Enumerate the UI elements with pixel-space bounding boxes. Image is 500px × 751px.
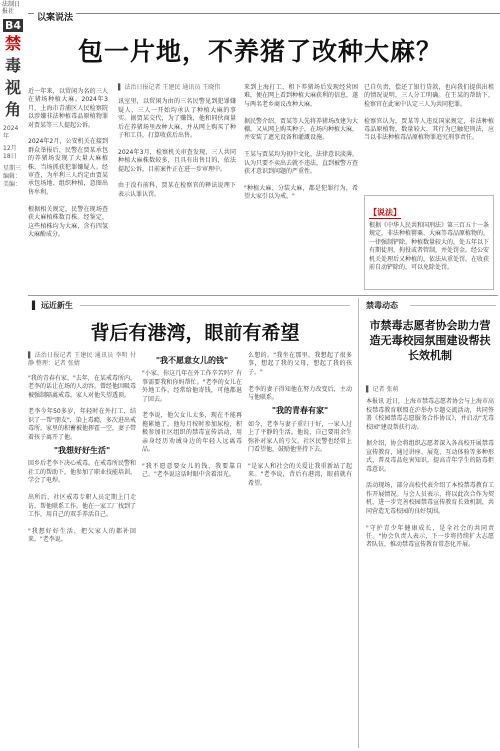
bottom-left-column-2 — [142, 352, 242, 747]
issue-weekday: 星期三 — [3, 165, 22, 172]
masthead: 法制日报社 — [2, 1, 21, 15]
bottom-left-col3b-text: 如今，老李与妻子重归于好，一家人过上了平静的生活。他说，自己要用余生弥补对家人的亏欠。社区民警也经常上门看望他，鼓励他坚持下去。 "是家人和社会的关爱让我重新站了起来。"老李说，背后有港湾，眼前就有希望。 — [248, 420, 352, 487]
bottom-right-text: 本报讯 近日，上海市禁毒志愿者协会与上海市高校禁毒教育联盟在沪举办专题交流活动，共同签署《校园禁毒志愿服务合作协议》，并启动"无毒校园"建设帮扶行动。 据介绍，协会将组织志愿者深入各高校开展禁毒宣传教育，通过讲座、展览、互动体验等多种形式，普及毒品危害知识，提高青年学生的防毒拒毒意识。 活动现场，部分高校代表介绍了本校禁毒教育工作开展情况。与会人员表示，将以此次合作为契机，进一步完善校园禁毒宣传教育长效机制，共同营造无毒校园的良好氛围。 "守护青少年健康成长，是全社会的共同责任。"协会负责人表示，下一步将持续扩大志愿者队伍，推动禁毒宣传教育常态化开展。 — [366, 398, 494, 549]
section-banner — [28, 10, 498, 22]
banner-rule — [28, 13, 500, 14]
bottom-right-column — [366, 386, 494, 748]
column-title-char-3: 视 — [4, 78, 21, 97]
bottom-left-column-1 — [28, 352, 136, 747]
top-left-column — [28, 88, 108, 293]
legal-note-title: 【说法】 — [369, 208, 401, 217]
bottom-left-col3-text: 么想的。"我坐在那里，我想起了很多事，想起了我的父母，想起了我的孩子。" 老李的妻子得知他在努力改变后，主动与他联系。 — [248, 352, 352, 402]
section-divider — [28, 295, 498, 296]
legal-note-text: 根据《中华人民共和国刑法》第三百五十一条规定，非法种植罂粟、大麻等毒品原植物的，一律强制铲除。种植数量较大的，处五年以下有期徒刑、拘役或者管制，并处罚金。经公安机关处理后又种植的，依法从重处罚。在收获前自动铲除的，可以免除处罚。 — [369, 222, 490, 272]
bottom-left-col1b-text: 回乡后老李下决心戒毒。在戒毒所民警和社工的帮助下，他参加了职业技能培训，学会了电焊。 出所后，社区戒毒专职人员定期上门走访，帮他联系工作，他在一家工厂找到了工作，用自己的双手养活自己。 "我想好好生活，把欠家人的都补回来。"老李说。 — [28, 460, 137, 544]
issue-date: 12月18日 — [3, 145, 17, 160]
top-column-2 — [118, 84, 236, 292]
top-column-4: 已自负责，偿还了银行贷款，也向我们提供出租的情况说明，三人分工明确。在王某的帮助下，检察官在此案中认定三人为共同犯罪。 检察官认为，贾某等人违反国家规定，非法种植毒品原植物，数量较大，其行为已触犯刑法，应当以非法种植毒品原植物罪追究刑事责任。 — [364, 84, 494, 142]
bottom-right-byline: ▌ 记者 张萌 — [366, 386, 399, 393]
section-label-bottom-right: 禁毒动态 — [366, 301, 398, 310]
bottom-left-rule — [80, 305, 350, 306]
bottom-left-byline: ▌ 法治日报记者 王建民 通讯员 李明 付静 整理：记者 张婧 — [28, 352, 136, 368]
main-headline: 包一片地，不养猪了改种大麻？ — [77, 37, 442, 66]
bottom-right-headline: 市禁毒志愿者协会助力营造无毒校园氛围建设帮扶长效机制 — [369, 319, 491, 362]
column-divider-vertical — [358, 298, 359, 748]
column-title-char-2: 毒 — [4, 56, 21, 75]
section-label-top: 以案说法 — [34, 10, 76, 23]
top-left-text: 近一年来，以贸闲为名的三人在猪场种植大麻。2024年3月，上海市青浦区人民检察院以涉嫌非法种植毒品原植物罪对贾某等三人提起公诉。 2024年2月，公安机关在接到群众举报后，民警在贾某承包的养猪场发现了大量大麻植株，当场抓获犯罪嫌疑人。经审查，为牟利三人约定由贾某承包场地、组织种植，意图出售牟利。 根据相关规定，民警在现场查获大麻植株数百株。经鉴定，这些植株均为大麻，含有四氢大麻酚成分。 — [28, 88, 108, 238]
bottom-left-headline: 背后有港湾，眼前有希望 — [90, 322, 300, 344]
designer-credit: 美编： — [3, 181, 22, 188]
subhead-2: "我不愿意女儿的钱" — [155, 356, 229, 365]
subhead-1: "我想好好生活" — [53, 446, 111, 456]
top-column-2-text: 讯室里，以贸闲为由的三名民警见到犯罪嫌疑人，三人一开始均承认了种植大麻的事实。据贾某交代，为了赚钱，他和同伙商量后在养猪场里改种大麻，并从网上购买了种子和工具，打算收获后出售。 2024年3月，检察机关审查发现，三人共同种植大麻株数较多，且具有出售目的，依法提起公诉，目前案件正在进一步审理中。 由于没有前科，贾某在检察官的释法说理下表示认罪认罚。 — [118, 98, 236, 198]
page-number: B4 — [5, 19, 22, 32]
bottom-left-col2-text: "小家，你这几年在外工作辛苦吗？有事需要我和你妈帮忙。"老李的女儿在外地工作，经常给他寄钱，可他都退了回去。 老李说，他欠女儿太多，现在不能再拖累她了。他每月按时参加尿检，积极参加社区组织的禁毒宣传活动，用亲身经历劝诫身边的年轻人远离毒品。 "我不愿意要女儿的钱，我要靠自己。"老李说这话时眼中含着泪光。 — [142, 370, 242, 479]
section-label-bottom-left: ▌ 远近新生 — [32, 301, 73, 310]
top-column-3: 来到上海打工，租下养猪场后发现经营困难，便在网上看到种植大麻获利的信息，遂与两名老乡商议改种大麻。 据民警介绍，贾某等人先将养猪场改建为大棚，又从网上购买种子，在场内种植大麻，并安装了遮光设备和灌溉设施。 王某与贾某均为初中文化，法律意识淡薄，认为只要不卖出去就不违法，直到被警方查获才意识到问题的严重性。 "种植大麻、分装大麻，都是犯罪行为，希望大家引以为戒。" — [244, 84, 359, 201]
column-title-char-1: 禁 — [4, 34, 21, 53]
bottom-left-col1-text: "我的青春有家。"去年，在某戒毒所内，老李的话让在场的人动容。曾经他因吸毒被强制隔离戒毒，家人对他失望透顶。 老李今年50多岁，年轻时在外打工，结识了一帮"朋友"，染上毒瘾，多次进出戒毒所。家里的积蓄被他挥霍一空，妻子带着孩子离开了他。 — [28, 374, 137, 441]
editor-credit: 编辑： — [3, 173, 22, 180]
bottom-left-column-3 — [248, 352, 352, 747]
subhead-3: "我的青春有家" — [271, 406, 329, 416]
issue-year: 2024年 — [3, 125, 19, 140]
top-byline: ▌ 法治日报记者 王建民 通讯员 王晓伟 — [118, 84, 221, 91]
page-sidebar — [3, 14, 23, 188]
legal-note-box — [364, 195, 494, 290]
column-title-char-4: 角 — [4, 100, 21, 119]
bottom-right-rule — [410, 305, 496, 306]
